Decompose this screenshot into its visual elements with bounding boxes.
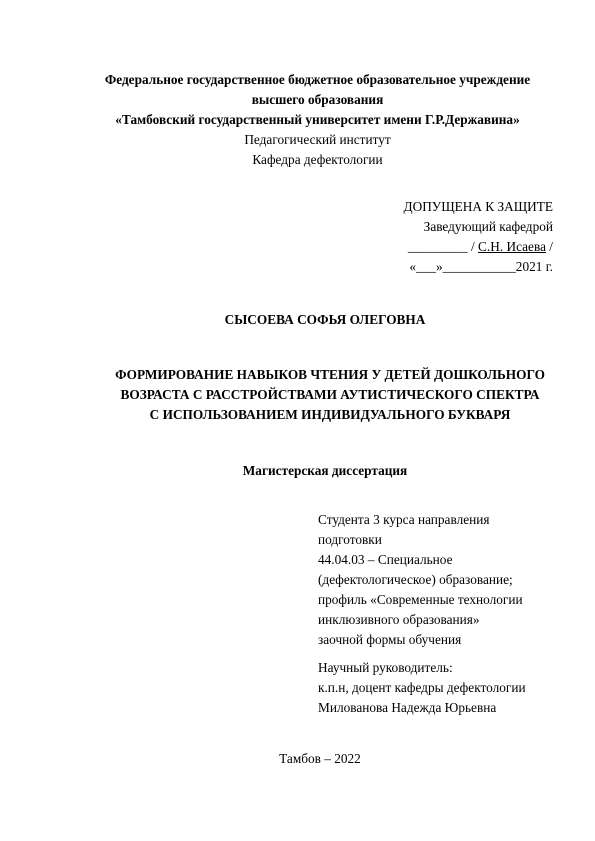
document-type: Магистерская диссертация xyxy=(242,463,408,478)
institute-name: Педагогический институт xyxy=(244,132,391,147)
student-info-line-4: (дефектологическое) образование; xyxy=(318,572,513,587)
signature-slash-left: / xyxy=(467,239,479,254)
student-info xyxy=(318,510,523,650)
student-info-line-6: инклюзивного образования» xyxy=(318,612,480,627)
supervisor-label: Научный руководитель: xyxy=(318,660,453,675)
signature-slash-right: / xyxy=(545,239,553,254)
signature-blank: _________ xyxy=(407,239,468,254)
approval-block xyxy=(404,197,553,277)
thesis-title-line-1: ФОРМИРОВАНИЕ НАВЫКОВ ЧТЕНИЯ У ДЕТЕЙ ДОШКОЛЬНОГО xyxy=(115,367,545,382)
approval-role: Заведующий кафедрой xyxy=(423,219,553,234)
institution-line-1: Федеральное государственное бюджетное образовательное учреждение xyxy=(104,72,531,87)
institution-line-2: высшего образования xyxy=(251,92,384,107)
approval-signature-line xyxy=(404,237,553,257)
thesis-title xyxy=(70,365,590,425)
supervisor-position: к.п.н, доцент кафедры дефектологии xyxy=(318,680,526,695)
approver-name: С.Н. Исаева xyxy=(478,239,546,254)
university-name: «Тамбовский государственный университет имени Г.Р.Державина» xyxy=(115,112,520,127)
approval-date: «___»___________2021 г. xyxy=(409,259,553,274)
supervisor-info xyxy=(318,658,526,718)
thesis-title-line-3: С ИСПОЛЬЗОВАНИЕМ ИНДИВИДУАЛЬНОГО БУКВАРЯ xyxy=(149,407,511,422)
department-name: Кафедра дефектологии xyxy=(252,152,383,167)
student-info-line-5: профиль «Современные технологии xyxy=(318,592,523,607)
author-name: СЫСОЕВА СОФЬЯ ОЛЕГОВНА xyxy=(224,312,426,327)
supervisor-name: Милованова Надежда Юрьевна xyxy=(318,700,497,715)
student-info-line-7: заочной формы обучения xyxy=(318,632,462,647)
student-info-line-2: подготовки xyxy=(318,532,382,547)
thesis-title-line-2: ВОЗРАСТА С РАССТРОЙСТВАМИ АУТИСТИЧЕСКОГО СПЕКТРА xyxy=(120,387,540,402)
city-year: Тамбов – 2022 xyxy=(279,751,361,766)
approval-title: ДОПУЩЕНА К ЗАЩИТЕ xyxy=(403,199,553,214)
institution-header xyxy=(60,70,575,170)
student-info-line-3: 44.04.03 – Специальное xyxy=(318,552,453,567)
student-info-line-1: Студента 3 курса направления xyxy=(318,512,490,527)
